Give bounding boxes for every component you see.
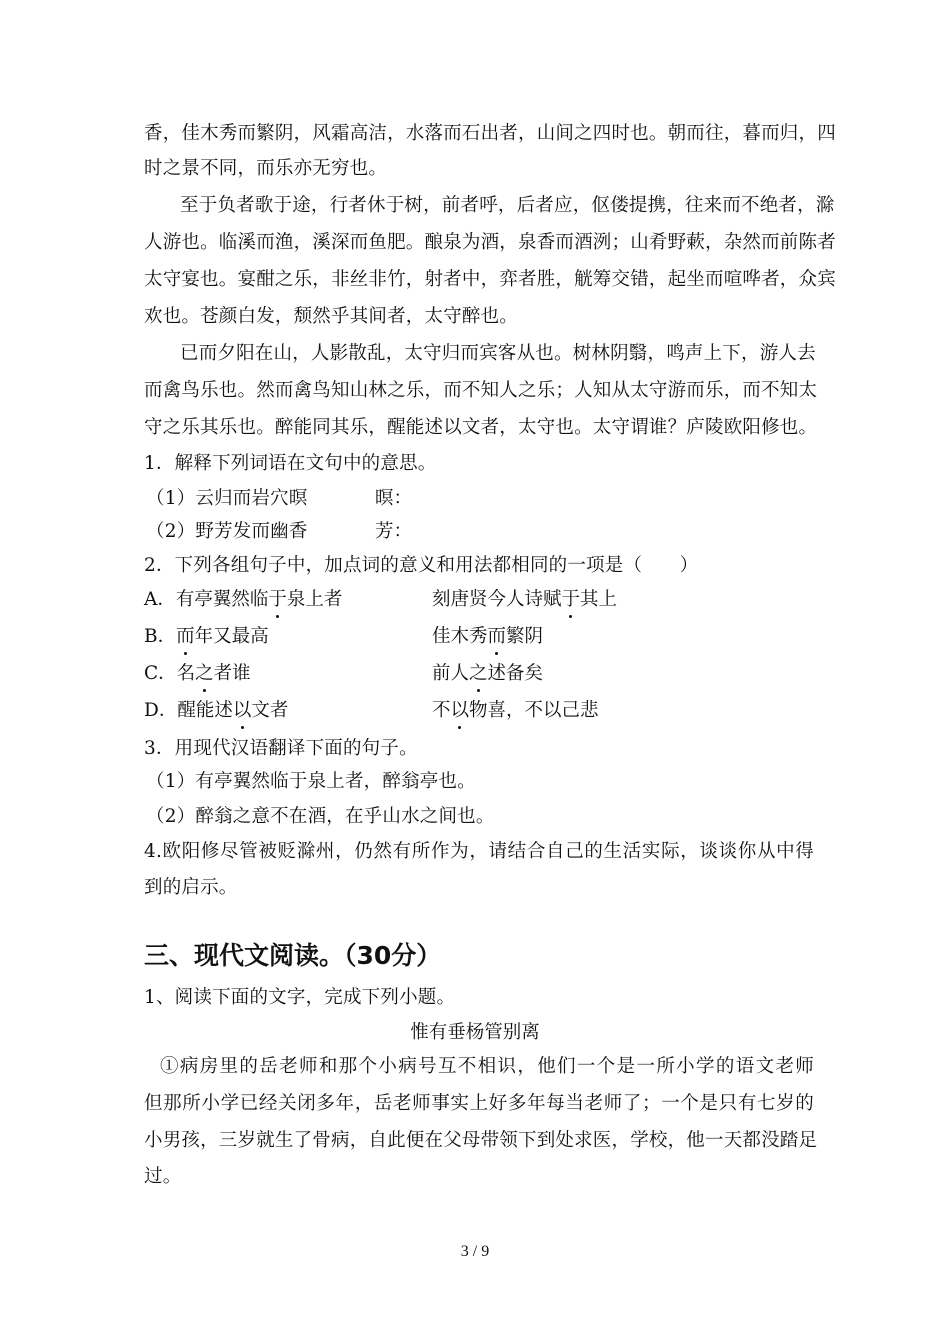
dotted-word: 之 — [469, 663, 488, 684]
dotted-word: 以 — [450, 700, 470, 721]
article-title: 惟有垂杨管别离 — [410, 1022, 540, 1043]
option-text: C．名 — [144, 663, 196, 684]
passage-text: 香，佳木秀而繁阴，风霜高洁，水落而石出者，山间之四时也。朝而往，暮而归，四 — [144, 123, 836, 144]
option-text: 其上 — [580, 589, 618, 610]
question-1-stem: 1．解释下列词语在文句中的意思。 — [144, 453, 437, 474]
option-text: 不 — [432, 700, 451, 721]
option-text: 述备矣 — [487, 663, 544, 684]
dotted-word: 于 — [561, 589, 581, 610]
option-text: 佳木秀 — [432, 626, 488, 647]
question-1-item-2: （2）野芳发而幽香 — [146, 521, 308, 542]
page-number: 3 / 9 — [460, 1243, 490, 1260]
passage-text: 至于负者歌于途，行者休于树，前者呼，后者应，伛偻提携，往来而不绝者，滁 — [180, 195, 835, 216]
passage-text: 太守宴也。宴酣之乐，非丝非竹，射者中，弈者胜，觥筹交错，起坐而喧哗者，众宾 — [144, 269, 836, 290]
option-text: 者谁 — [213, 663, 251, 684]
option-text: B． — [144, 626, 177, 647]
section-heading: 三、现代文阅读。（30分） — [144, 941, 442, 970]
option-text: 前人 — [432, 663, 470, 684]
dotted-word: 而 — [487, 626, 507, 647]
dotted-word: 以 — [232, 700, 252, 721]
article-text: ①病房里的岳老师和那个小病号互不相识，他们一个是一所小学的语文老师 — [160, 1056, 814, 1077]
option-b-left — [144, 625, 269, 649]
option-text: 泉上者 — [286, 589, 343, 610]
question-1-item-1-key: 暝： — [375, 488, 413, 509]
question-4-text: 4.欧阳修尽管被贬滁州，仍然有所作为，请结合自己的生活实际，谈谈你从中得 — [144, 841, 814, 862]
question-3-item-1: （1）有亭翼然临于泉上者，醉翁亭也。 — [146, 771, 476, 792]
passage-text: 已而夕阳在山，人影散乱，太守归而宾客从也。树林阴翳，鸣声上下，游人去 — [180, 343, 816, 364]
question-1-item-1: （1）云归而岩穴暝 — [146, 488, 308, 509]
article-text: 过。 — [144, 1166, 182, 1187]
option-text: D．醒能述 — [144, 700, 233, 721]
passage-text: 而禽鸟乐也。然而禽鸟知山林之乐，而不知人之乐；人知从太守游而乐，而不知太 — [144, 380, 818, 401]
option-text: 文者 — [251, 700, 289, 721]
option-a-right — [432, 588, 617, 612]
article-text: 小男孩，三岁就生了骨病，自此便在父母带领下到处求医，学校，他一天都没踏足 — [144, 1130, 818, 1151]
question-4-text: 到的启示。 — [144, 877, 238, 898]
question-3-item-2: （2）醉翁之意不在酒，在乎山水之间也。 — [146, 806, 495, 827]
option-text: 物喜，不以己悲 — [469, 700, 599, 721]
dotted-word: 之 — [195, 663, 214, 684]
section-instruction: 1、阅读下面的文字，完成下列小题。 — [144, 987, 456, 1008]
option-text: 繁阴 — [506, 626, 544, 647]
dotted-word: 于 — [268, 589, 287, 610]
question-2-stem: 2．下列各组句子中，加点词的意义和用法都相同的一项是（ ） — [144, 555, 699, 576]
option-d-left — [144, 699, 288, 723]
question-1-item-2-key: 芳： — [375, 521, 413, 542]
option-text: 年又最高 — [194, 626, 269, 647]
option-text: 刻唐贤今人诗赋 — [432, 589, 562, 610]
question-3-stem: 3．用现代汉语翻译下面的句子。 — [144, 738, 418, 759]
article-text: 但那所小学已经关闭多年，岳老师事实上好多年每当老师了；一个是只有七岁的 — [144, 1093, 814, 1114]
passage-text: 欢也。苍颜白发，颓然乎其间者，太守醉也。 — [144, 306, 519, 327]
option-d-right — [432, 699, 599, 723]
option-c-right — [432, 662, 543, 686]
passage-text: 人游也。临溪而渔，溪深而鱼肥。酿泉为酒，泉香而酒洌；山肴野蔌，杂然而前陈者 — [144, 232, 836, 253]
option-text: A．有亭翼然临 — [144, 589, 269, 610]
dotted-word: 而 — [176, 626, 195, 647]
passage-text: 守之乐其乐也。醉能同其乐，醒能述以文者，太守也。太守谓谁？庐陵欧阳修也。 — [144, 417, 818, 438]
option-c-left — [144, 662, 251, 686]
option-b-right — [432, 625, 543, 649]
passage-text: 时之景不同，而乐亦无穷也。 — [144, 158, 388, 179]
option-a-left — [144, 588, 342, 612]
